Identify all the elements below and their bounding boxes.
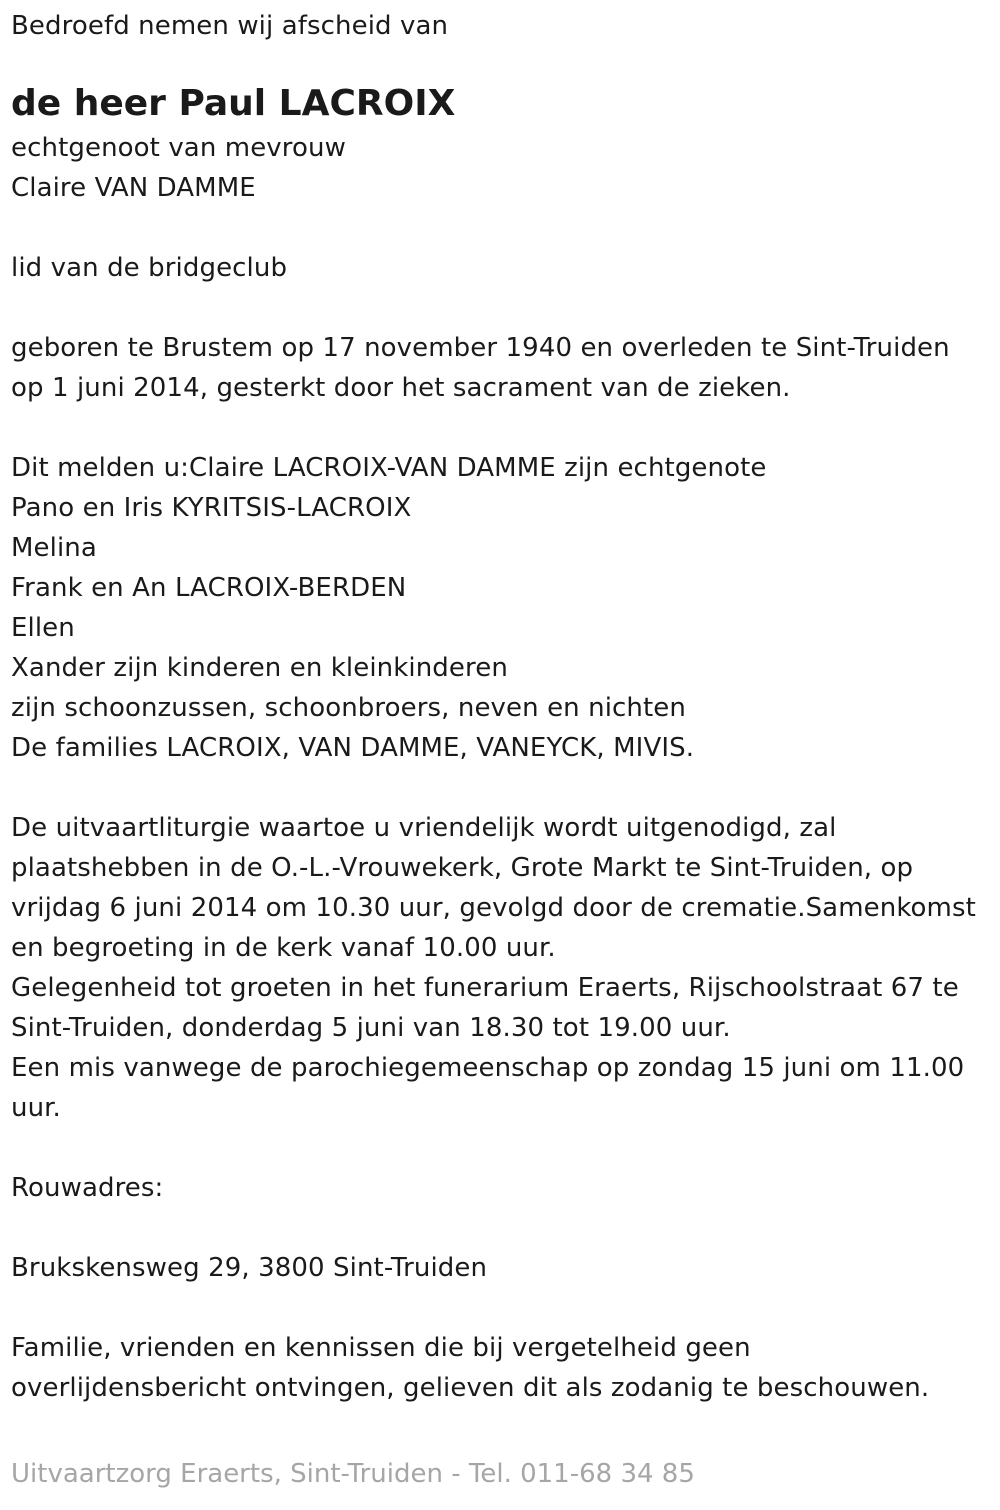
deceased-name: de heer Paul LACROIX [11,83,456,124]
obituary-notice [11,0,991,1408]
ceremony-line: Sint-Truiden, donderdag 5 juni van 18.30 tot 19.00 uur. [11,1013,731,1043]
family-line: De families LACROIX, VAN DAMME, VANEYCK, MIVIS. [11,733,695,763]
family-line: Pano en Iris KYRITSIS-LACROIX [11,493,412,523]
ceremony-line: en begroeting in de kerk vanaf 10.00 uur. [11,933,556,963]
mourning-address: Brukskensweg 29, 3800 Sint-Truiden [11,1253,488,1283]
spacer [11,1208,991,1248]
intro-text: Bedroefd nemen wij afscheid van [11,11,449,41]
family-line: Frank en An LACROIX-BERDEN [11,573,407,603]
spouse-line-1: echtgenoot van mevrouw [11,133,346,163]
family-line: Dit melden u:Claire LACROIX-VAN DAMME zijn echtgenote [11,453,767,483]
family-line: Melina [11,533,97,563]
funeral-home-footer: Uitvaartzorg Eraerts, Sint-Truiden - Tel. 011-68 34 85 [11,1459,695,1489]
family-line: Xander zijn kinderen en kleinkinderen [11,653,508,683]
birth-death-line-2: op 1 juni 2014, gesterkt door het sacrament van de zieken. [11,373,791,403]
closing-line-1: Familie, vrienden en kennissen die bij vergetelheid geen [11,1333,751,1363]
spacer [11,208,991,248]
family-line: zijn schoonzussen, schoonbroers, neven en nichten [11,693,686,723]
ceremony-line: uur. [11,1093,61,1123]
membership-text: lid van de bridgeclub [11,253,288,283]
spacer [11,1128,991,1168]
spacer [11,408,991,448]
family-line: Ellen [11,613,75,643]
ceremony-line: plaatshebben in de O.-L.-Vrouwekerk, Grote Markt te Sint-Truiden, op [11,853,914,883]
ceremony-line: vrijdag 6 juni 2014 om 10.30 uur, gevolgd door de crematie.Samenkomst [11,893,976,923]
spouse-line-2: Claire VAN DAMME [11,173,256,203]
mourning-address-label: Rouwadres: [11,1173,164,1203]
ceremony-line: Gelegenheid tot groeten in het funerarium Eraerts, Rijschoolstraat 67 te [11,973,959,1003]
spacer [11,768,991,808]
spacer [11,1288,991,1328]
closing-line-2: overlijdensbericht ontvingen, gelieven dit als zodanig te beschouwen. [11,1373,930,1403]
ceremony-line: De uitvaartliturgie waartoe u vriendelijk wordt uitgenodigd, zal [11,813,837,843]
birth-death-line-1: geboren te Brustem op 17 november 1940 en overleden te Sint-Truiden [11,333,950,363]
ceremony-line: Een mis vanwege de parochiegemeenschap op zondag 15 juni om 11.00 [11,1053,965,1083]
spacer [11,288,991,328]
